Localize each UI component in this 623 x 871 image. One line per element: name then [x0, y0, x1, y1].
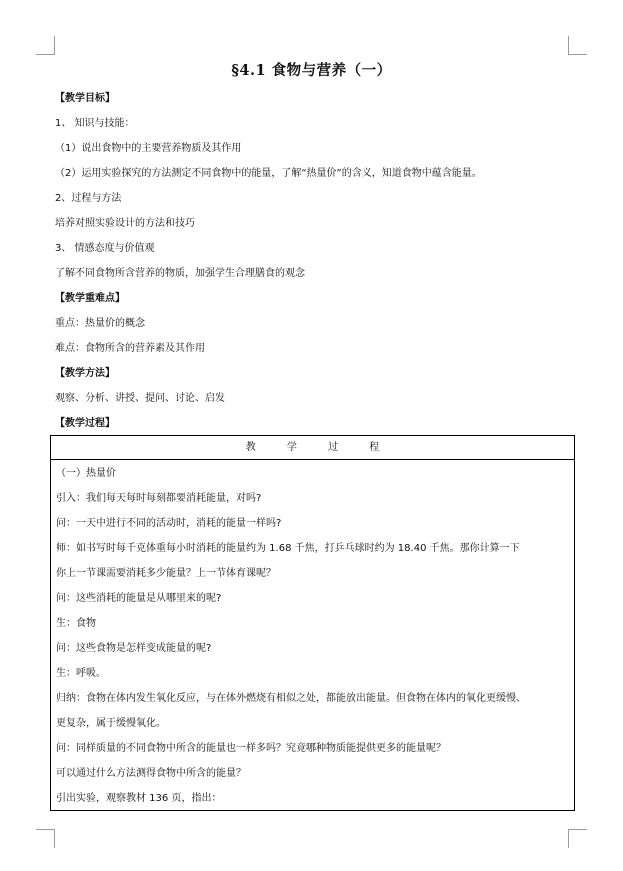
objective-knowledge-2: （2）运用实验探究的方法测定不同食物中的能量，了解“热量价”的含义，知道食物中蕴含能量。 [55, 168, 482, 179]
table-line: 生：呼吸。 [56, 668, 106, 679]
methods-heading: 【教学方法】 [55, 368, 115, 379]
key-points-heading: 【教学重难点】 [55, 293, 125, 304]
objective-knowledge: 1、 知识与技能： [55, 118, 135, 129]
process-heading: 【教学过程】 [55, 418, 115, 429]
objective-attitude-text: 了解不同食物所含营养的物质，加强学生合理膳食的观念 [55, 268, 305, 279]
table-line: 生：食物 [56, 618, 96, 629]
page-title: §4.1 食物与营养（一） [231, 62, 392, 79]
table-line: 引入：我们每天每时每刻都要消耗能量，对吗? [56, 493, 262, 504]
methods-text: 观察、分析、讲授、提问、讨论、启发 [55, 393, 225, 404]
table-line: 你上一节课需要消耗多少能量？上一节体育课呢？ [56, 568, 276, 579]
objectives-heading: 【教学目标】 [55, 93, 115, 104]
table-line: 问：同样质量的不同食物中所含的能量也一样多吗？究竟哪种物质能提供更多的能量呢？ [56, 743, 446, 754]
table-line: 问：一天中进行不同的活动时，消耗的能量一样吗? [56, 518, 282, 529]
difficulty-point: 难点：食物所含的营养素及其作用 [55, 343, 205, 354]
objective-process: 2、过程与方法 [55, 193, 122, 204]
key-point: 重点：热量价的概念 [55, 318, 145, 329]
objective-knowledge-1: （1）说出食物中的主要营养物质及其作用 [55, 143, 242, 154]
table-line: （一）热量价 [56, 468, 116, 479]
objective-process-text: 培养对照实验设计的方法和技巧 [55, 218, 195, 229]
table-line: 归纳：食物在体内发生氧化反应，与在体外燃烧有相似之处，都能放出能量。但食物在体内的氧化更缓慢、 [56, 693, 526, 704]
table-line: 问：这些消耗的能量是从哪里来的呢? [56, 593, 222, 604]
table-line: 引出实验，观察教材 136 页，指出： [56, 793, 222, 804]
table-divider [50, 459, 575, 460]
table-line: 可以通过什么方法测得食物中所含的能量？ [56, 768, 246, 779]
crop-mark-bottom-left [36, 829, 55, 848]
table-line: 师：如书写时每千克体重每小时消耗的能量约为 1.68 千焦，打乒乓球时约为 18.40 千焦。那你计算一下 [56, 543, 520, 554]
crop-mark-bottom-right [568, 829, 587, 848]
process-table-header: 教 学 过 程 [245, 442, 380, 453]
table-line: 问：这些食物是怎样变成能量的呢? [56, 643, 212, 654]
crop-mark-top-right [568, 36, 587, 55]
objective-attitude: 3、 情感态度与价值观 [55, 243, 155, 254]
crop-mark-top-left [36, 36, 55, 55]
table-line: 更复杂，属于缓慢氧化。 [56, 718, 166, 729]
